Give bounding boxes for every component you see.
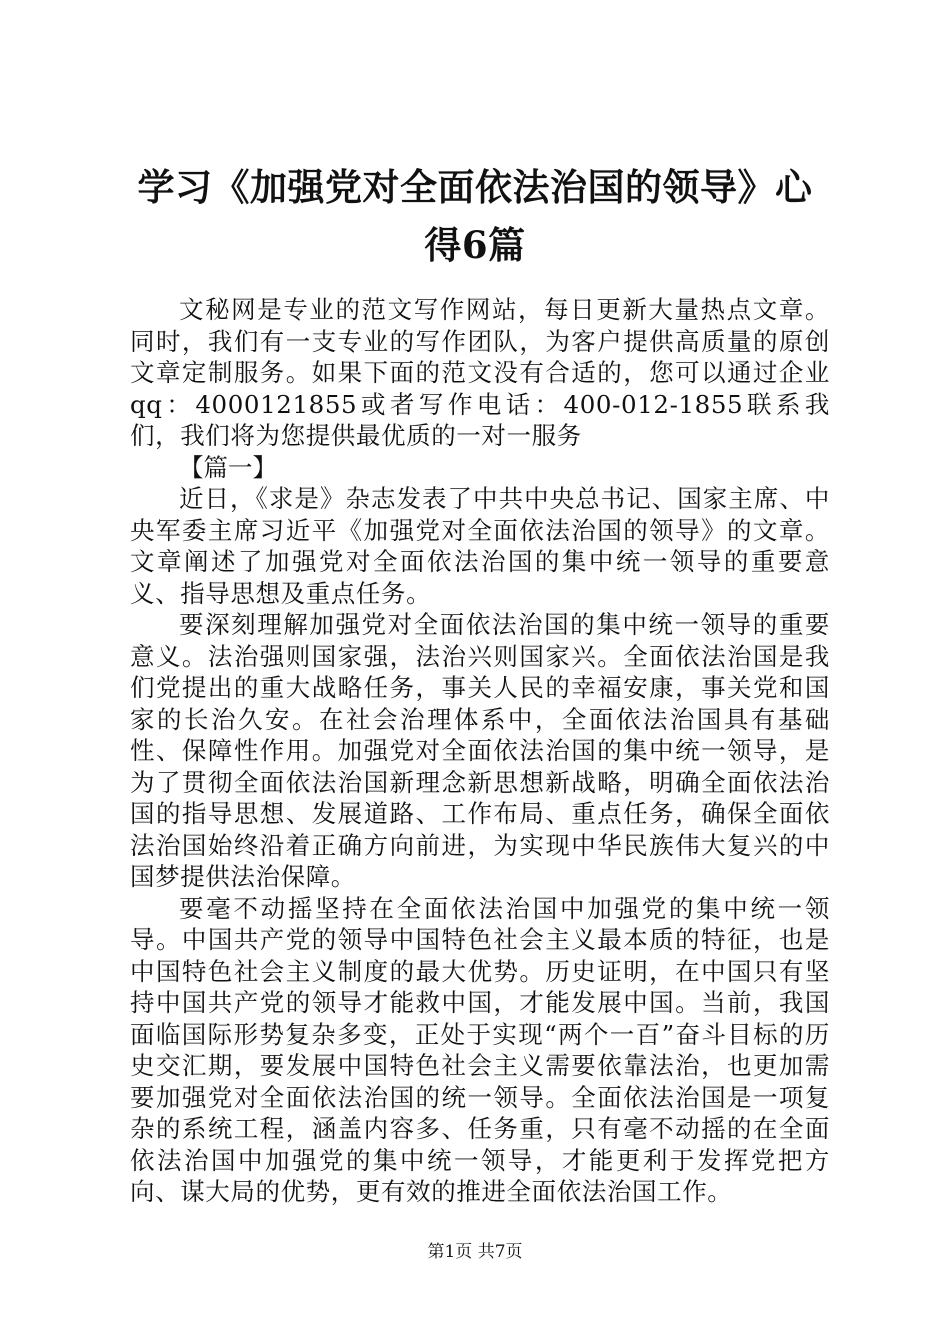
- document-title: 学习《加强党对全面依法治国的领导》心得6篇: [137, 165, 813, 267]
- page-footer: 第1页 共7页: [427, 1242, 523, 1262]
- body-paragraph-2: 要深刻理解加强党对全面依法治国的集中统一领导的重要意义。法治强则国家强，法治兴则国家兴。全面依法治国是我们党提出的重大战略任务，事关人民的幸福安康，事关党和国家的长治久安。在社会治理体系中，全面依法治国具有基础性、保障性作用。加强党对全面依法治国的集中统一领导，是为了贯彻全面依法治国新理念新思想新战略，明确全面依法治国的指导思想、发展道路、工作布局、重点任务，确保全面依法治国始终沿着正确方向前进，为实现中华民族伟大复兴的中国梦提供法治保障。: [130, 610, 830, 891]
- intro-paragraph: 文秘网是专业的范文写作网站，每日更新大量热点文章。同时，我们有一支专业的写作团队，为客户提供高质量的原创文章定制服务。如果下面的范文没有合适的，您可以通过企业qq：4000121855或者写作电话：400-012-1855联系我们，我们将为您提供最优质的一对一服务: [130, 295, 830, 450]
- body-paragraph-3: 要毫不动摇坚持在全面依法治国中加强党的集中统一领导。中国共产党的领导中国特色社会主义最本质的特征，也是中国特色社会主义制度的最大优势。历史证明，在中国只有坚持中国共产党的领导才能救中国，才能发展中国。当前，我国面临国际形势复杂多变，正处于实现“两个一百”奋斗目标的历史交汇期，要发展中国特色社会主义需要依靠法治，也更加需要加强党对全面依法治国的统一领导。全面依法治国是一项复杂的系统工程，涵盖内容多、任务重，只有毫不动摇的在全面依法治国中加强党的集中统一领导，才能更利于发挥党把方向、谋大局的优势，更有效的推进全面依法治国工作。: [130, 893, 830, 1206]
- document-body: [130, 294, 830, 1208]
- section-heading: 【篇一】: [179, 452, 277, 482]
- body-paragraph-1: 近日，《求是》杂志发表了中共中央总书记、国家主席、中央军委主席习近平《加强党对全面依法治国的领导》的文章。文章阐述了加强党对全面依法治国的集中统一领导的重要意义、指导思想及重点任务。: [130, 484, 830, 608]
